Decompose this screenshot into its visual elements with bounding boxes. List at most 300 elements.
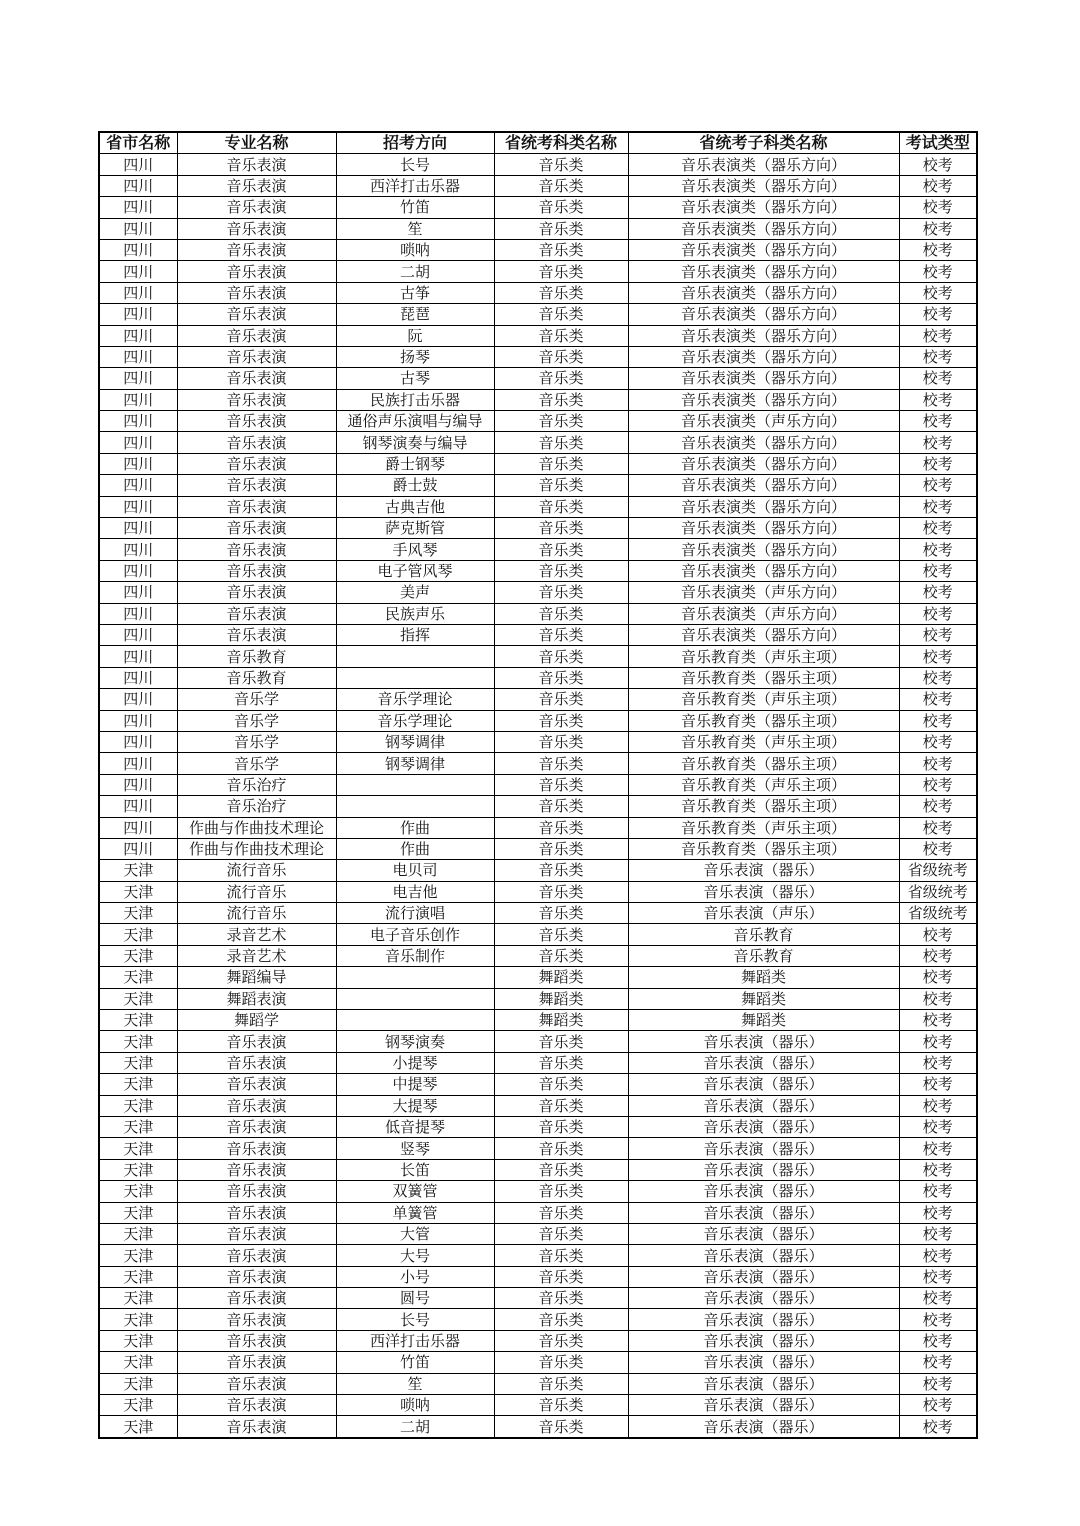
- cell-direction: [336, 967, 494, 988]
- cell-province: 天津: [99, 1352, 177, 1373]
- cell-exam-category: 音乐类: [494, 1395, 628, 1416]
- cell-exam-subcategory: 音乐表演（器乐）: [628, 1330, 899, 1351]
- cell-exam-category: 音乐类: [494, 689, 628, 710]
- cell-major: 音乐表演: [177, 1138, 336, 1159]
- cell-exam-category: 音乐类: [494, 817, 628, 838]
- cell-direction: 单簧管: [336, 1202, 494, 1223]
- cell-exam-type: 校考: [899, 496, 977, 517]
- header-direction: 招考方向: [336, 132, 494, 154]
- cell-direction: 作曲: [336, 838, 494, 859]
- cell-exam-subcategory: 音乐表演（器乐）: [628, 1202, 899, 1223]
- cell-exam-type: 校考: [899, 1416, 977, 1438]
- cell-province: 四川: [99, 646, 177, 667]
- cell-province: 四川: [99, 453, 177, 474]
- cell-exam-category: 音乐类: [494, 1052, 628, 1073]
- table-row: [99, 304, 977, 325]
- cell-exam-type: 校考: [899, 1181, 977, 1202]
- cell-exam-category: 音乐类: [494, 368, 628, 389]
- cell-exam-category: 音乐类: [494, 667, 628, 688]
- cell-exam-subcategory: 音乐表演（器乐）: [628, 1052, 899, 1073]
- cell-major: 音乐表演: [177, 154, 336, 175]
- cell-exam-category: 音乐类: [494, 881, 628, 902]
- cell-exam-subcategory: 音乐教育类（声乐主项）: [628, 646, 899, 667]
- cell-exam-category: 音乐类: [494, 282, 628, 303]
- cell-major: 音乐表演: [177, 1031, 336, 1052]
- table-row: [99, 475, 977, 496]
- cell-exam-subcategory: 音乐教育类（器乐主项）: [628, 838, 899, 859]
- cell-exam-subcategory: 音乐教育类（声乐主项）: [628, 731, 899, 752]
- cell-exam-subcategory: 音乐表演（器乐）: [628, 1288, 899, 1309]
- cell-exam-type: 校考: [899, 475, 977, 496]
- cell-exam-category: 音乐类: [494, 432, 628, 453]
- cell-major: 音乐学: [177, 753, 336, 774]
- cell-exam-type: 校考: [899, 175, 977, 196]
- cell-major: 音乐表演: [177, 518, 336, 539]
- cell-exam-category: 音乐类: [494, 945, 628, 966]
- cell-exam-subcategory: 音乐教育: [628, 945, 899, 966]
- cell-exam-subcategory: 舞蹈类: [628, 1010, 899, 1031]
- cell-exam-type: 校考: [899, 432, 977, 453]
- cell-province: 天津: [99, 945, 177, 966]
- cell-exam-type: 校考: [899, 453, 977, 474]
- cell-exam-subcategory: 舞蹈类: [628, 988, 899, 1009]
- cell-exam-category: 音乐类: [494, 646, 628, 667]
- header-exam-category: 省统考科类名称: [494, 132, 628, 154]
- cell-province: 四川: [99, 582, 177, 603]
- cell-major: 音乐表演: [177, 1223, 336, 1244]
- cell-exam-type: 校考: [899, 624, 977, 645]
- cell-exam-category: 音乐类: [494, 518, 628, 539]
- cell-direction: 音乐学理论: [336, 710, 494, 731]
- cell-exam-category: 音乐类: [494, 346, 628, 367]
- cell-exam-type: 校考: [899, 218, 977, 239]
- cell-exam-category: 音乐类: [494, 539, 628, 560]
- cell-exam-subcategory: 音乐表演类（器乐方向）: [628, 496, 899, 517]
- cell-exam-type: 校考: [899, 774, 977, 795]
- cell-direction: 古筝: [336, 282, 494, 303]
- cell-major: 作曲与作曲技术理论: [177, 817, 336, 838]
- table-row: [99, 1288, 977, 1309]
- cell-direction: 钢琴演奏: [336, 1031, 494, 1052]
- cell-exam-category: 音乐类: [494, 1095, 628, 1116]
- cell-major: 音乐表演: [177, 603, 336, 624]
- cell-major: 音乐表演: [177, 389, 336, 410]
- cell-direction: 电贝司: [336, 860, 494, 881]
- cell-province: 天津: [99, 1309, 177, 1330]
- table-row: [99, 753, 977, 774]
- table-row: [99, 389, 977, 410]
- cell-exam-category: 舞蹈类: [494, 967, 628, 988]
- cell-province: 四川: [99, 175, 177, 196]
- cell-exam-category: 音乐类: [494, 496, 628, 517]
- cell-exam-type: 校考: [899, 689, 977, 710]
- cell-exam-category: 音乐类: [494, 1416, 628, 1438]
- cell-exam-category: 音乐类: [494, 731, 628, 752]
- table-row: [99, 1416, 977, 1438]
- cell-exam-category: 音乐类: [494, 453, 628, 474]
- cell-direction: 钢琴调律: [336, 731, 494, 752]
- cell-province: 四川: [99, 667, 177, 688]
- cell-direction: 大号: [336, 1245, 494, 1266]
- cell-direction: 美声: [336, 582, 494, 603]
- cell-exam-subcategory: 音乐表演类（器乐方向）: [628, 432, 899, 453]
- cell-province: 四川: [99, 432, 177, 453]
- cell-exam-category: 音乐类: [494, 924, 628, 945]
- cell-exam-category: 音乐类: [494, 325, 628, 346]
- cell-major: 音乐表演: [177, 261, 336, 282]
- cell-direction: 低音提琴: [336, 1116, 494, 1137]
- cell-exam-type: 校考: [899, 1330, 977, 1351]
- cell-direction: 民族声乐: [336, 603, 494, 624]
- cell-exam-type: 校考: [899, 368, 977, 389]
- cell-exam-type: 校考: [899, 346, 977, 367]
- cell-exam-type: 校考: [899, 325, 977, 346]
- table-row: [99, 325, 977, 346]
- cell-exam-subcategory: 音乐教育: [628, 924, 899, 945]
- table-row: [99, 154, 977, 175]
- cell-exam-category: 音乐类: [494, 860, 628, 881]
- header-row: [99, 132, 977, 154]
- cell-major: 音乐表演: [177, 346, 336, 367]
- cell-province: 四川: [99, 496, 177, 517]
- cell-major: 流行音乐: [177, 903, 336, 924]
- cell-exam-type: 校考: [899, 1010, 977, 1031]
- header-exam-type: 考试类型: [899, 132, 977, 154]
- cell-exam-category: 音乐类: [494, 1373, 628, 1394]
- cell-exam-subcategory: 音乐表演类（器乐方向）: [628, 282, 899, 303]
- cell-direction: 唢呐: [336, 239, 494, 260]
- table-row: [99, 817, 977, 838]
- cell-direction: [336, 988, 494, 1009]
- cell-direction: [336, 667, 494, 688]
- table-row: [99, 1202, 977, 1223]
- cell-exam-subcategory: 音乐表演（器乐）: [628, 1309, 899, 1330]
- cell-major: 音乐教育: [177, 667, 336, 688]
- table-row: [99, 218, 977, 239]
- cell-direction: 长号: [336, 1309, 494, 1330]
- cell-exam-subcategory: 音乐教育类（器乐主项）: [628, 710, 899, 731]
- cell-major: 音乐表演: [177, 175, 336, 196]
- cell-direction: [336, 774, 494, 795]
- cell-direction: 民族打击乐器: [336, 389, 494, 410]
- cell-exam-subcategory: 音乐表演类（器乐方向）: [628, 218, 899, 239]
- cell-major: 流行音乐: [177, 881, 336, 902]
- cell-direction: 电子管风琴: [336, 560, 494, 581]
- cell-exam-type: 校考: [899, 1223, 977, 1244]
- cell-province: 四川: [99, 282, 177, 303]
- table-row: [99, 1352, 977, 1373]
- cell-exam-type: 省级统考: [899, 860, 977, 881]
- cell-province: 天津: [99, 1181, 177, 1202]
- cell-province: 天津: [99, 988, 177, 1009]
- table-row: [99, 1245, 977, 1266]
- table-row: [99, 1031, 977, 1052]
- cell-province: 天津: [99, 1095, 177, 1116]
- cell-major: 音乐表演: [177, 1181, 336, 1202]
- cell-province: 四川: [99, 389, 177, 410]
- cell-exam-type: 校考: [899, 988, 977, 1009]
- cell-exam-category: 音乐类: [494, 154, 628, 175]
- cell-exam-type: 校考: [899, 389, 977, 410]
- cell-major: 音乐教育: [177, 646, 336, 667]
- cell-province: 四川: [99, 154, 177, 175]
- cell-direction: 唢呐: [336, 1395, 494, 1416]
- cell-direction: 西洋打击乐器: [336, 175, 494, 196]
- table-row: [99, 411, 977, 432]
- cell-exam-category: 音乐类: [494, 838, 628, 859]
- cell-major: 音乐学: [177, 731, 336, 752]
- cell-exam-subcategory: 音乐表演（器乐）: [628, 1416, 899, 1438]
- cell-major: 音乐表演: [177, 197, 336, 218]
- cell-major: 音乐表演: [177, 560, 336, 581]
- cell-exam-category: 音乐类: [494, 1245, 628, 1266]
- table-row: [99, 539, 977, 560]
- cell-exam-subcategory: 音乐表演类（器乐方向）: [628, 261, 899, 282]
- cell-direction: 音乐制作: [336, 945, 494, 966]
- cell-province: 天津: [99, 1288, 177, 1309]
- cell-province: 四川: [99, 239, 177, 260]
- cell-exam-type: 校考: [899, 1352, 977, 1373]
- cell-exam-subcategory: 音乐表演类（器乐方向）: [628, 475, 899, 496]
- cell-exam-category: 音乐类: [494, 1309, 628, 1330]
- cell-exam-category: 舞蹈类: [494, 988, 628, 1009]
- cell-direction: 大提琴: [336, 1095, 494, 1116]
- table-row: [99, 603, 977, 624]
- cell-province: 天津: [99, 924, 177, 945]
- cell-province: 四川: [99, 368, 177, 389]
- cell-province: 天津: [99, 1116, 177, 1137]
- cell-exam-type: 校考: [899, 838, 977, 859]
- cell-direction: 音乐学理论: [336, 689, 494, 710]
- cell-exam-subcategory: 音乐表演（器乐）: [628, 1181, 899, 1202]
- cell-exam-subcategory: 音乐表演类（器乐方向）: [628, 624, 899, 645]
- cell-province: 天津: [99, 1074, 177, 1095]
- table-row: [99, 924, 977, 945]
- cell-exam-type: 校考: [899, 1309, 977, 1330]
- cell-exam-subcategory: 音乐表演（器乐）: [628, 1116, 899, 1137]
- cell-province: 天津: [99, 1395, 177, 1416]
- cell-province: 四川: [99, 325, 177, 346]
- cell-province: 天津: [99, 1031, 177, 1052]
- cell-direction: 古琴: [336, 368, 494, 389]
- cell-major: 音乐表演: [177, 1245, 336, 1266]
- cell-exam-type: 校考: [899, 967, 977, 988]
- table-row: [99, 988, 977, 1009]
- cell-major: 音乐表演: [177, 539, 336, 560]
- cell-province: 四川: [99, 796, 177, 817]
- cell-exam-type: 校考: [899, 304, 977, 325]
- cell-major: 音乐表演: [177, 1352, 336, 1373]
- cell-exam-type: 省级统考: [899, 881, 977, 902]
- cell-exam-subcategory: 音乐教育类（器乐主项）: [628, 753, 899, 774]
- cell-direction: 竹笛: [336, 197, 494, 218]
- table-row: [99, 774, 977, 795]
- cell-exam-type: 校考: [899, 1095, 977, 1116]
- table-row: [99, 518, 977, 539]
- cell-direction: 圆号: [336, 1288, 494, 1309]
- cell-exam-subcategory: 音乐表演类（器乐方向）: [628, 197, 899, 218]
- cell-exam-category: 音乐类: [494, 710, 628, 731]
- table-row: [99, 860, 977, 881]
- table-row: [99, 1266, 977, 1287]
- cell-province: 四川: [99, 475, 177, 496]
- table-row: [99, 710, 977, 731]
- cell-province: 四川: [99, 518, 177, 539]
- cell-direction: 笙: [336, 218, 494, 239]
- cell-province: 天津: [99, 967, 177, 988]
- cell-direction: 钢琴演奏与编导: [336, 432, 494, 453]
- cell-major: 音乐表演: [177, 282, 336, 303]
- table-row: [99, 1052, 977, 1073]
- cell-direction: 西洋打击乐器: [336, 1330, 494, 1351]
- table-row: [99, 1095, 977, 1116]
- cell-exam-type: 校考: [899, 582, 977, 603]
- cell-major: 音乐表演: [177, 1416, 336, 1438]
- cell-province: 天津: [99, 1266, 177, 1287]
- cell-exam-category: 音乐类: [494, 239, 628, 260]
- cell-major: 音乐表演: [177, 1330, 336, 1351]
- cell-exam-subcategory: 音乐表演（器乐）: [628, 1031, 899, 1052]
- cell-province: 四川: [99, 411, 177, 432]
- cell-direction: 竹笛: [336, 1352, 494, 1373]
- cell-exam-subcategory: 音乐表演类（器乐方向）: [628, 368, 899, 389]
- cell-direction: 笙: [336, 1373, 494, 1394]
- cell-major: 舞蹈表演: [177, 988, 336, 1009]
- cell-direction: 中提琴: [336, 1074, 494, 1095]
- cell-exam-type: 校考: [899, 1138, 977, 1159]
- cell-major: 音乐表演: [177, 624, 336, 645]
- cell-direction: 电吉他: [336, 881, 494, 902]
- cell-exam-subcategory: 音乐表演类（器乐方向）: [628, 453, 899, 474]
- cell-direction: 琵琶: [336, 304, 494, 325]
- cell-exam-category: 音乐类: [494, 1031, 628, 1052]
- cell-major: 音乐表演: [177, 582, 336, 603]
- cell-exam-category: 音乐类: [494, 197, 628, 218]
- cell-exam-category: 音乐类: [494, 1266, 628, 1287]
- cell-province: 四川: [99, 346, 177, 367]
- cell-exam-type: 校考: [899, 1266, 977, 1287]
- cell-major: 音乐表演: [177, 325, 336, 346]
- cell-major: 音乐学: [177, 689, 336, 710]
- cell-exam-subcategory: 音乐表演类（器乐方向）: [628, 560, 899, 581]
- cell-exam-subcategory: 音乐表演类（器乐方向）: [628, 239, 899, 260]
- cell-exam-subcategory: 音乐表演（器乐）: [628, 1395, 899, 1416]
- cell-province: 天津: [99, 1416, 177, 1438]
- cell-exam-subcategory: 音乐表演（器乐）: [628, 1095, 899, 1116]
- cell-exam-type: 校考: [899, 518, 977, 539]
- table-row: [99, 1116, 977, 1137]
- cell-exam-category: 音乐类: [494, 1223, 628, 1244]
- cell-exam-category: 音乐类: [494, 603, 628, 624]
- cell-exam-subcategory: 音乐表演类（器乐方向）: [628, 304, 899, 325]
- cell-province: 四川: [99, 197, 177, 218]
- cell-exam-type: 校考: [899, 710, 977, 731]
- table-row: [99, 1074, 977, 1095]
- cell-exam-subcategory: 音乐教育类（声乐主项）: [628, 689, 899, 710]
- cell-exam-subcategory: 音乐表演类（器乐方向）: [628, 389, 899, 410]
- cell-direction: 电子音乐创作: [336, 924, 494, 945]
- cell-province: 四川: [99, 603, 177, 624]
- cell-exam-category: 音乐类: [494, 903, 628, 924]
- cell-exam-category: 音乐类: [494, 261, 628, 282]
- table-row: [99, 197, 977, 218]
- cell-exam-subcategory: 音乐表演（器乐）: [628, 881, 899, 902]
- cell-exam-type: 校考: [899, 1245, 977, 1266]
- cell-major: 音乐表演: [177, 1052, 336, 1073]
- cell-direction: 爵士钢琴: [336, 453, 494, 474]
- cell-exam-type: 校考: [899, 603, 977, 624]
- table-row: [99, 624, 977, 645]
- cell-exam-type: 校考: [899, 1395, 977, 1416]
- table-row: [99, 560, 977, 581]
- cell-exam-category: 音乐类: [494, 475, 628, 496]
- header-province: 省市名称: [99, 132, 177, 154]
- cell-major: 音乐表演: [177, 1116, 336, 1137]
- header-major: 专业名称: [177, 132, 336, 154]
- cell-exam-category: 音乐类: [494, 304, 628, 325]
- cell-exam-category: 音乐类: [494, 774, 628, 795]
- cell-direction: 古典吉他: [336, 496, 494, 517]
- cell-exam-type: 校考: [899, 753, 977, 774]
- table-row: [99, 903, 977, 924]
- cell-province: 天津: [99, 1138, 177, 1159]
- cell-exam-type: 校考: [899, 282, 977, 303]
- cell-exam-category: 音乐类: [494, 624, 628, 645]
- cell-major: 音乐治疗: [177, 774, 336, 795]
- cell-province: 天津: [99, 1159, 177, 1180]
- cell-exam-category: 音乐类: [494, 796, 628, 817]
- table-row: [99, 453, 977, 474]
- cell-major: 音乐表演: [177, 1395, 336, 1416]
- table-row: [99, 432, 977, 453]
- table-row: [99, 496, 977, 517]
- table-row: [99, 1395, 977, 1416]
- cell-province: 四川: [99, 624, 177, 645]
- table-header: [99, 132, 977, 154]
- cell-province: 天津: [99, 1330, 177, 1351]
- cell-province: 四川: [99, 304, 177, 325]
- cell-major: 流行音乐: [177, 860, 336, 881]
- cell-direction: [336, 796, 494, 817]
- cell-exam-subcategory: 音乐表演（器乐）: [628, 1138, 899, 1159]
- cell-province: 四川: [99, 817, 177, 838]
- table-row: [99, 881, 977, 902]
- cell-major: 音乐表演: [177, 1074, 336, 1095]
- cell-exam-subcategory: 音乐表演（器乐）: [628, 1373, 899, 1394]
- table-row: [99, 838, 977, 859]
- table-row: [99, 1159, 977, 1180]
- cell-direction: 指挥: [336, 624, 494, 645]
- cell-province: 天津: [99, 1245, 177, 1266]
- cell-major: 音乐表演: [177, 1159, 336, 1180]
- table-row: [99, 945, 977, 966]
- cell-province: 天津: [99, 881, 177, 902]
- cell-exam-category: 音乐类: [494, 218, 628, 239]
- cell-direction: 作曲: [336, 817, 494, 838]
- cell-exam-subcategory: 音乐表演类（器乐方向）: [628, 346, 899, 367]
- cell-exam-type: 校考: [899, 1031, 977, 1052]
- cell-exam-category: 音乐类: [494, 1202, 628, 1223]
- cell-province: 天津: [99, 1052, 177, 1073]
- cell-direction: 萨克斯管: [336, 518, 494, 539]
- cell-exam-category: 音乐类: [494, 389, 628, 410]
- cell-major: 音乐表演: [177, 304, 336, 325]
- table-row: [99, 239, 977, 260]
- cell-major: 舞蹈学: [177, 1010, 336, 1031]
- cell-exam-category: 音乐类: [494, 1138, 628, 1159]
- cell-major: 音乐表演: [177, 239, 336, 260]
- cell-direction: 长笛: [336, 1159, 494, 1180]
